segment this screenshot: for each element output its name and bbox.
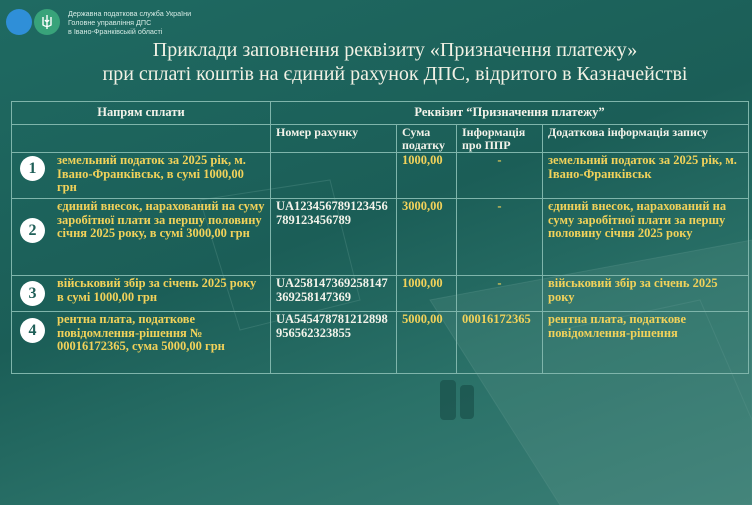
page-title (60, 38, 730, 86)
direction-text: рентна плата, податкове повідомлення-рішення № 00016172365, сума 5000,00 грн (57, 312, 225, 353)
ppr-cell: - (457, 153, 543, 199)
sum-cell: 3000,00 (397, 199, 457, 276)
subheader-account: Номер рахунку (271, 125, 397, 153)
subheader-extra: Додаткова інформація запису (543, 125, 749, 153)
ppr-cell: - (457, 199, 543, 276)
row-number-badge: 1 (20, 156, 45, 181)
subheader-sum: Сума податку (397, 125, 457, 153)
direction-cell (12, 276, 271, 312)
sum-cell: 5000,00 (397, 312, 457, 374)
subheader-blank (12, 125, 271, 153)
table-row (12, 153, 749, 199)
sum-cell: 1000,00 (397, 276, 457, 312)
ppr-cell: - (457, 276, 543, 312)
extra-cell: земельний податок за 2025 рік, м. Івано-Франківськ (543, 153, 749, 199)
table-header-row (12, 102, 749, 125)
title-line-2: при сплаті коштів на єдиний рахунок ДПС, відритого в Казначействі (102, 63, 688, 85)
header (6, 6, 191, 38)
header-requisite: Реквізит “Призначення платежу” (271, 102, 749, 125)
table-row (12, 199, 749, 276)
direction-cell (12, 199, 271, 276)
dps-logo-icon (6, 9, 32, 35)
account-cell: UA545478781212898956562323855 (271, 312, 397, 374)
trident-icon (34, 9, 60, 35)
account-cell: UA258147369258147369258147369 (271, 276, 397, 312)
table-row (12, 276, 749, 312)
extra-cell: рентна плата, податкове повідомлення-рішення (543, 312, 749, 374)
organization-name (68, 9, 191, 36)
ppr-cell: 00016172365 (457, 312, 543, 374)
direction-text: військовий збір за січень 2025 року в сумі 1000,00 грн (57, 276, 257, 304)
org-line-2: Головне управління ДПС (68, 17, 152, 27)
extra-cell: єдиний внесок, нарахований на суму заробітної плати за першу половину січня 2025 року (543, 199, 749, 276)
row-number-badge: 4 (20, 318, 45, 343)
row-number-badge: 2 (20, 218, 45, 243)
sum-cell: 1000,00 (397, 153, 457, 199)
direction-text: земельний податок за 2025 рік, м. Івано-Франківськ, в сумі 1000,00 грн (57, 153, 246, 194)
direction-cell (12, 153, 271, 199)
account-cell: UA123456789123456789123456789 (271, 199, 397, 276)
direction-text: єдиний внесок, нарахований на суму заробітної плати за першу половину січня 2025 року, в сумі 3000,00 грн (57, 199, 265, 240)
row-number-badge: 3 (20, 281, 45, 306)
table-subheader-row (12, 125, 749, 153)
org-line-3: в Івано-Франківській області (68, 26, 163, 36)
org-line-1: Державна податкова служба України (68, 8, 192, 18)
account-cell (271, 153, 397, 199)
direction-cell (12, 312, 271, 374)
header-direction: Напрям сплати (12, 102, 271, 125)
subheader-ppr: Інформація про ППР (457, 125, 543, 153)
title-line-1: Приклади заповнення реквізиту «Призначення платежу» (152, 39, 638, 61)
payment-purpose-table (11, 101, 749, 374)
extra-cell: військовий збір за січень 2025 року (543, 276, 749, 312)
table-row (12, 312, 749, 374)
